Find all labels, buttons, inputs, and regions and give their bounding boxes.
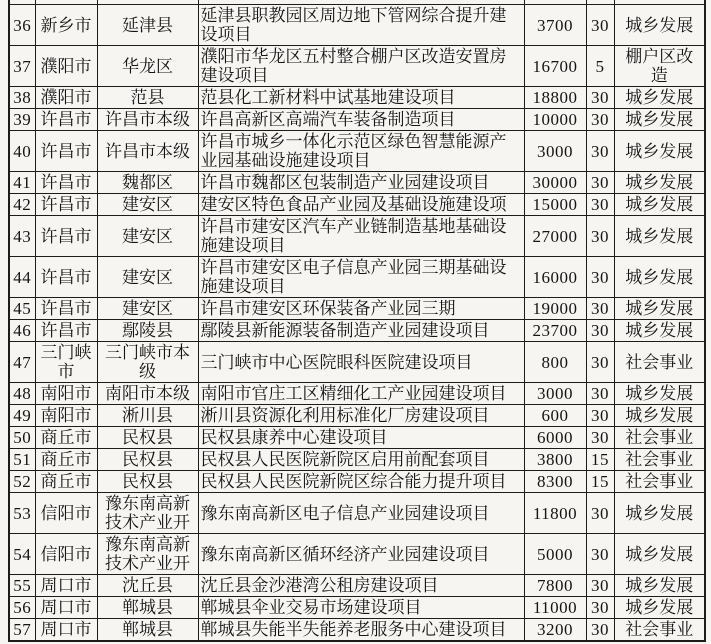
cell-county: 淅川县: [97, 405, 198, 427]
cell-seq: 50: [9, 427, 35, 449]
table-row: [9, 534, 705, 575]
cell-city: 许昌市: [35, 298, 97, 320]
cell-seq: 38: [9, 87, 35, 109]
cell-seq: 52: [9, 471, 35, 493]
cell-category: 社会事业: [614, 471, 705, 493]
cell-project: 沈丘县金沙港湾公租房建设项目: [198, 575, 524, 597]
cell-city: 南阳市: [35, 383, 97, 405]
cell-category: 城乡发展: [614, 5, 705, 46]
cell-category: 城乡发展: [614, 597, 705, 619]
table-row: [9, 5, 705, 46]
cell-city: 许昌市: [35, 257, 97, 298]
cell-city: 许昌市: [35, 216, 97, 257]
cell-term: 30: [586, 342, 614, 383]
cell-seq: 48: [9, 383, 35, 405]
cell-project: 建安区特色食品产业园及基础设施建设项: [198, 194, 524, 216]
cell-city: 商丘市: [35, 449, 97, 471]
cell-category: 社会事业: [614, 427, 705, 449]
cell-amount: 19000: [524, 298, 586, 320]
cell-category: 城乡发展: [614, 87, 705, 109]
cell-county: 南阳市本级: [97, 383, 198, 405]
cell-seq: 51: [9, 449, 35, 471]
cell-seq: 45: [9, 298, 35, 320]
cell-term: 30: [586, 5, 614, 46]
cell-county: 沈丘县: [97, 575, 198, 597]
cell-project: 民权县康养中心建设项目: [198, 427, 524, 449]
cell-county: 三门峡市本级: [97, 342, 198, 383]
cell-amount: 3200: [524, 619, 586, 642]
cell-project: 许昌高新区高端汽车装备制造项目: [198, 109, 524, 131]
cell-project: 许昌市建安区环保装备产业园三期: [198, 298, 524, 320]
cell-city: 许昌市: [35, 172, 97, 194]
cell-county: 民权县: [97, 449, 198, 471]
cell-category: 社会事业: [614, 619, 705, 642]
cell-project: 鄢陵县新能源装备制造产业园建设项目: [198, 320, 524, 342]
table-row: [9, 493, 705, 534]
cell-county: 建安区: [97, 216, 198, 257]
cell-city: 许昌市: [35, 109, 97, 131]
cell-city: 濮阳市: [35, 46, 97, 87]
cell-county: 民权县: [97, 427, 198, 449]
cell-seq: 53: [9, 493, 35, 534]
cell-term: 15: [586, 449, 614, 471]
cell-category: 城乡发展: [614, 109, 705, 131]
table-row: [9, 449, 705, 471]
cell-seq: 47: [9, 342, 35, 383]
cell-county: 建安区: [97, 194, 198, 216]
cell-county: 许昌市本级: [97, 131, 198, 172]
cell-project: 濮阳市华龙区五村整合棚户区改造安置房建设项目: [198, 46, 524, 87]
cell-city: 周口市: [35, 575, 97, 597]
cell-term: 30: [586, 172, 614, 194]
table-row: [9, 194, 705, 216]
cell-city: 许昌市: [35, 194, 97, 216]
table-row: [9, 342, 705, 383]
cell-project: 延津县职教园区周边地下管网综合提升建设项目: [198, 5, 524, 46]
cell-city: 信阳市: [35, 493, 97, 534]
cell-county: 范县: [97, 87, 198, 109]
cell-project: 豫东南高新区循环经济产业园建设项目: [198, 534, 524, 575]
cell-term: 30: [586, 257, 614, 298]
cell-seq: 37: [9, 46, 35, 87]
table-row: [9, 257, 705, 298]
cell-category: 棚户区改造: [614, 46, 705, 87]
cell-term: 30: [586, 320, 614, 342]
cell-seq: 40: [9, 131, 35, 172]
cell-seq: 55: [9, 575, 35, 597]
table-row: [9, 383, 705, 405]
cell-seq: 42: [9, 194, 35, 216]
cell-amount: 3000: [524, 383, 586, 405]
table-row: [9, 46, 705, 87]
cell-seq: 56: [9, 597, 35, 619]
cell-project: 范县化工新材料中试基地建设项目: [198, 87, 524, 109]
table-row: [9, 87, 705, 109]
cell-amount: 3000: [524, 131, 586, 172]
cell-term: 30: [586, 493, 614, 534]
cell-project: 郸城县失能半失能养老服务中心建设项目: [198, 619, 524, 642]
cell-amount: 3700: [524, 5, 586, 46]
cell-term: 30: [586, 87, 614, 109]
cell-term: 15: [586, 471, 614, 493]
cell-county: 豫东南高新技术产业开: [97, 493, 198, 534]
cell-city: 信阳市: [35, 534, 97, 575]
table-row: [9, 597, 705, 619]
cell-project: 淅川县资源化利用标准化厂房建设项目: [198, 405, 524, 427]
cell-seq: 39: [9, 109, 35, 131]
cell-amount: 15000: [524, 194, 586, 216]
cell-seq: 43: [9, 216, 35, 257]
cell-seq: 46: [9, 320, 35, 342]
cell-county: 延津县: [97, 5, 198, 46]
cell-amount: 8300: [524, 471, 586, 493]
scanned-document-page: [8, 0, 706, 642]
cell-seq: 49: [9, 405, 35, 427]
cell-category: 城乡发展: [614, 216, 705, 257]
cell-city: 许昌市: [35, 320, 97, 342]
cell-project: 许昌市建安区汽车产业链制造基地基础设施建设项目: [198, 216, 524, 257]
cell-county: 魏都区: [97, 172, 198, 194]
table-row: [9, 216, 705, 257]
cell-category: 城乡发展: [614, 172, 705, 194]
table-row: [9, 427, 705, 449]
cell-county: 豫东南高新技术产业开: [97, 534, 198, 575]
cell-term: 5: [586, 46, 614, 87]
cell-city: 商丘市: [35, 471, 97, 493]
cell-category: 社会事业: [614, 342, 705, 383]
cell-term: 30: [586, 619, 614, 642]
cell-term: 30: [586, 597, 614, 619]
cell-term: 30: [586, 427, 614, 449]
cell-project: 三门峡市中心医院眼科医院建设项目: [198, 342, 524, 383]
cell-seq: 54: [9, 534, 35, 575]
cell-category: 城乡发展: [614, 383, 705, 405]
cell-term: 30: [586, 109, 614, 131]
cell-county: 郸城县: [97, 597, 198, 619]
table-row: [9, 405, 705, 427]
cell-term: 30: [586, 216, 614, 257]
cell-category: 社会事业: [614, 449, 705, 471]
cell-city: 南阳市: [35, 405, 97, 427]
cell-term: 30: [586, 131, 614, 172]
cell-amount: 7800: [524, 575, 586, 597]
cell-project: 豫东南高新区电子信息产业园建设项目: [198, 493, 524, 534]
cell-category: 城乡发展: [614, 320, 705, 342]
cell-category: 城乡发展: [614, 493, 705, 534]
cell-amount: 3800: [524, 449, 586, 471]
cell-category: 城乡发展: [614, 298, 705, 320]
cell-county: 建安区: [97, 298, 198, 320]
cell-amount: 16000: [524, 257, 586, 298]
cell-amount: 18800: [524, 87, 586, 109]
cell-project: 郸城县伞业交易市场建设项目: [198, 597, 524, 619]
cell-seq: 44: [9, 257, 35, 298]
cell-amount: 30000: [524, 172, 586, 194]
cell-amount: 800: [524, 342, 586, 383]
cell-amount: 11000: [524, 597, 586, 619]
cell-term: 30: [586, 383, 614, 405]
cell-category: 城乡发展: [614, 575, 705, 597]
cell-county: 民权县: [97, 471, 198, 493]
table-row: [9, 619, 705, 642]
cell-city: 周口市: [35, 619, 97, 642]
cell-category: 城乡发展: [614, 194, 705, 216]
projects-table: [8, 0, 706, 642]
table-row: [9, 109, 705, 131]
cell-project: 许昌市魏都区包装制造产业园建设项目: [198, 172, 524, 194]
table-row: [9, 298, 705, 320]
cell-project: 民权县人民医院新院区综合能力提升项目: [198, 471, 524, 493]
table-row: [9, 131, 705, 172]
table-row: [9, 575, 705, 597]
cell-category: 城乡发展: [614, 257, 705, 298]
table-row: [9, 172, 705, 194]
cell-city: 许昌市: [35, 131, 97, 172]
table-row: [9, 471, 705, 493]
cell-term: 30: [586, 575, 614, 597]
cell-city: 商丘市: [35, 427, 97, 449]
cell-city: 新乡市: [35, 5, 97, 46]
cell-amount: 10000: [524, 109, 586, 131]
cell-project: 许昌市建安区电子信息产业园三期基础设施建设项目: [198, 257, 524, 298]
cell-amount: 5000: [524, 534, 586, 575]
cell-amount: 600: [524, 405, 586, 427]
cell-county: 郸城县: [97, 619, 198, 642]
table-row: [9, 320, 705, 342]
cell-amount: 23700: [524, 320, 586, 342]
cell-project: 许昌市城乡一体化示范区绿色智慧能源产业园基础设施建设项目: [198, 131, 524, 172]
cell-project: 民权县人民医院新院区启用前配套项目: [198, 449, 524, 471]
cell-seq: 57: [9, 619, 35, 642]
cell-project: 南阳市官庄工区精细化工产业园建设项目: [198, 383, 524, 405]
cell-county: 华龙区: [97, 46, 198, 87]
cell-city: 三门峡市: [35, 342, 97, 383]
cell-county: 鄢陵县: [97, 320, 198, 342]
cell-term: 30: [586, 194, 614, 216]
cell-term: 30: [586, 405, 614, 427]
cell-category: 城乡发展: [614, 405, 705, 427]
cell-category: 城乡发展: [614, 131, 705, 172]
cell-amount: 11800: [524, 493, 586, 534]
cell-city: 濮阳市: [35, 87, 97, 109]
cell-county: 建安区: [97, 257, 198, 298]
cell-term: 30: [586, 534, 614, 575]
cell-county: 许昌市本级: [97, 109, 198, 131]
cell-city: 周口市: [35, 597, 97, 619]
cell-seq: 36: [9, 5, 35, 46]
cell-amount: 16700: [524, 46, 586, 87]
cell-term: 30: [586, 298, 614, 320]
cell-amount: 6000: [524, 427, 586, 449]
cell-seq: 41: [9, 172, 35, 194]
cell-category: 城乡发展: [614, 534, 705, 575]
cell-amount: 27000: [524, 216, 586, 257]
